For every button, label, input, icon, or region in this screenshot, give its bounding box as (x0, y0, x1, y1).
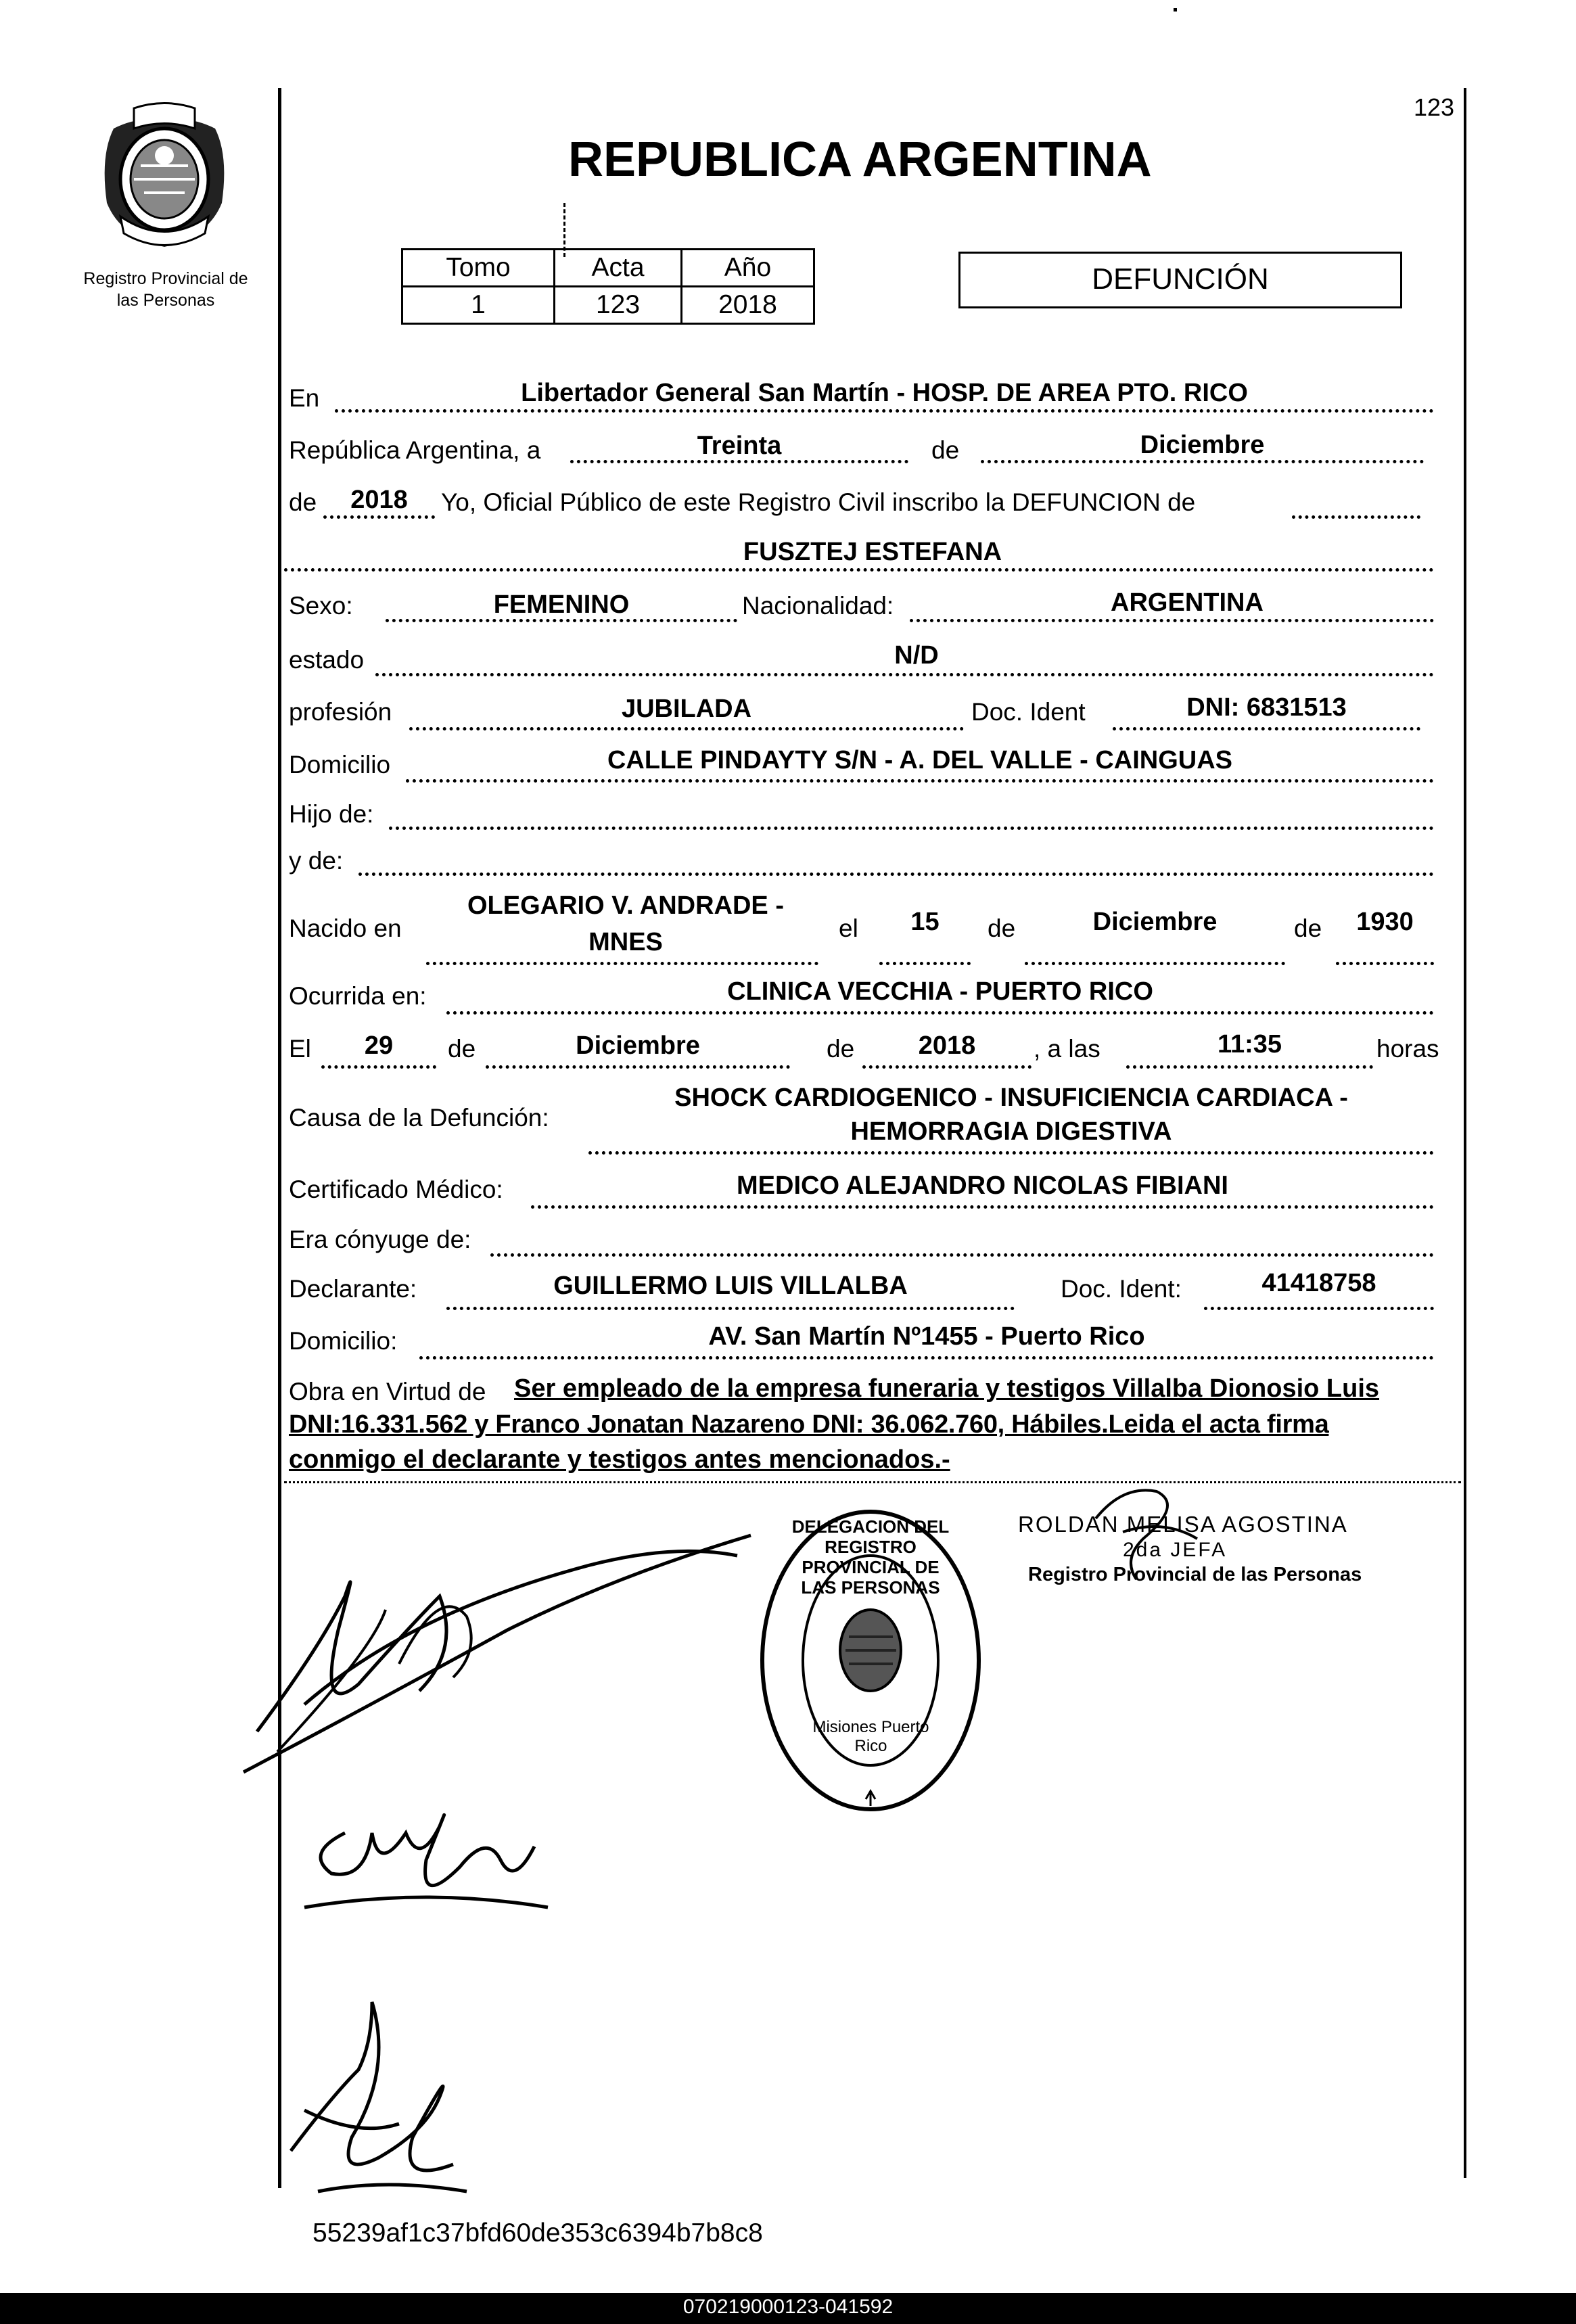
witness-signature-1 (237, 1515, 758, 1786)
dotted-line (284, 1481, 1461, 1483)
label-causa: Causa de la Defunción: (289, 1104, 549, 1132)
dotted-line (1025, 962, 1285, 965)
dotted-line (409, 727, 964, 730)
dotted-line (910, 619, 1434, 622)
label-conyuge: Era cónyuge de: (289, 1226, 471, 1253)
dotted-line (588, 1151, 1434, 1155)
registry-name-line1: Registro Provincial de (83, 269, 248, 288)
label-nacionalidad: Nacionalidad: (742, 592, 894, 620)
label-obra-en-virtud: Obra en Virtud de (289, 1378, 486, 1405)
dotted-line (426, 962, 818, 965)
label-de-def: de (448, 1035, 476, 1063)
label-de-anio: de (289, 488, 317, 516)
document-hash: 55239af1c37bfd60de353c6394b7b8c8 (312, 2218, 763, 2248)
provincial-seal (87, 101, 242, 257)
page-title: REPUBLICA ARGENTINA (568, 133, 1152, 187)
field-mes: Diciembre (1140, 431, 1265, 459)
dotted-line (335, 409, 1434, 413)
official-title: 2da JEFA (1123, 1539, 1228, 1561)
field-domicilio: CALLE PINDAYTY S/N - A. DEL VALLE - CAINGUAS (607, 746, 1233, 774)
label-doc-ident2: Doc. Ident: (1061, 1275, 1182, 1303)
dotted-line (321, 1065, 436, 1069)
field-causa-line1: SHOCK CARDIOGENICO - INSUFICIENCIA CARDIACA - (674, 1084, 1348, 1112)
field-nacimiento-anio: 1930 (1356, 908, 1414, 936)
label-a-las: , a las (1034, 1035, 1100, 1063)
label-republica: República Argentina, a (289, 436, 541, 464)
label-nacido-en: Nacido en (289, 914, 402, 942)
table-value-tomo: 1 (402, 287, 555, 324)
table-value-acta: 123 (555, 287, 682, 324)
label-en: En (289, 384, 320, 412)
label-estado: estado (289, 646, 365, 674)
dotted-line (389, 827, 1434, 830)
right-margin-line (1464, 88, 1466, 2178)
dotted-line (981, 460, 1424, 463)
document-type: DEFUNCIÓN (1092, 262, 1269, 296)
dotted-line (446, 1307, 1015, 1310)
dotted-line (486, 1065, 790, 1069)
dotted-line (1204, 1307, 1434, 1310)
left-margin-line (278, 88, 281, 2188)
field-nacimiento-dia: 15 (910, 908, 940, 936)
registry-name-line2: las Personas (116, 291, 215, 310)
table-header-acta: Acta (555, 250, 682, 287)
field-causa-line2: HEMORRAGIA DIGESTIVA (850, 1117, 1172, 1146)
label-el: el (839, 914, 858, 942)
witness-signature-2 (291, 1772, 561, 1928)
label-y-de: y de: (289, 847, 344, 875)
dotted-line (358, 873, 1434, 876)
field-fallecido: FUSZTEJ ESTEFANA (743, 538, 1002, 566)
dotted-line (419, 1356, 1434, 1359)
official-name: ROLDAN MELISA AGOSTINA (1018, 1512, 1348, 1537)
field-profesion: JUBILADA (621, 695, 752, 723)
label-de-nac2: de (1294, 914, 1322, 942)
registry-stamp (754, 1502, 988, 1819)
label-yo-oficial: Yo, Oficial Público de este Registro Civil inscribo la DEFUNCION de (441, 488, 1196, 516)
official-office: Registro Provincial de las Personas (1028, 1564, 1362, 1585)
dotted-line (323, 515, 435, 519)
label-de-def2: de (827, 1035, 855, 1063)
dotted-line (862, 1065, 1032, 1069)
table-header-tomo: Tomo (402, 250, 555, 287)
label-ocurrida-en: Ocurrida en: (289, 982, 427, 1010)
field-defuncion-anio: 2018 (918, 1031, 976, 1060)
field-obra-line2: DNI:16.331.562 y Franco Jonatan Nazareno DNI: 36.062.760, Hábiles.Leida el acta firma (289, 1410, 1329, 1439)
table-header-anio: Año (682, 250, 814, 287)
dotted-line (1292, 515, 1420, 519)
field-estado: N/D (894, 641, 939, 670)
field-hora: 11:35 (1217, 1030, 1282, 1059)
label-domicilio: Domicilio (289, 751, 391, 778)
dotted-line (879, 962, 971, 965)
page-number: 123 (1414, 93, 1455, 121)
witness-signature-3 (277, 1961, 514, 2212)
label-el-cap: El (289, 1035, 311, 1063)
field-defuncion-dia: 29 (364, 1031, 394, 1060)
field-dia: Treinta (697, 432, 782, 460)
label-doc-ident: Doc. Ident (971, 698, 1086, 726)
official-signature (1082, 1478, 1218, 1593)
table-value-anio: 2018 (682, 287, 814, 324)
label-de: de (931, 436, 960, 464)
label-declarante: Declarante: (289, 1275, 417, 1303)
dotted-line (490, 1253, 1434, 1257)
dotted-line (1113, 727, 1420, 730)
dotted-line (375, 673, 1434, 676)
document-code: 070219000123-041592 (682, 2296, 894, 2318)
field-declarante: GUILLERMO LUIS VILLALBA (553, 1272, 908, 1300)
label-hijo-de: Hijo de: (289, 800, 374, 828)
label-domicilio2: Domicilio: (289, 1327, 398, 1355)
record-table (401, 248, 815, 325)
field-sexo: FEMENINO (493, 590, 630, 619)
field-nacimiento-mes: Diciembre (1092, 908, 1218, 936)
dotted-line (1336, 962, 1434, 965)
dotted-line (531, 1205, 1434, 1209)
field-ocurrida-en: CLINICA VECCHIA - PUERTO RICO (727, 977, 1153, 1006)
field-nacionalidad: ARGENTINA (1111, 588, 1264, 617)
label-de-nac: de (988, 914, 1016, 942)
stamp-inner-text: Misiones Puerto Rico (812, 1718, 929, 1755)
field-lugar: Libertador General San Martín - HOSP. DE AREA PTO. RICO (521, 379, 1248, 407)
label-horas: horas (1376, 1035, 1439, 1063)
label-sexo: Sexo: (289, 592, 353, 620)
dotted-line (1126, 1065, 1373, 1069)
label-certificado: Certificado Médico: (289, 1176, 503, 1203)
field-declarante-doc: 41418758 (1261, 1269, 1376, 1297)
dotted-line (406, 779, 1434, 783)
label-profesion: profesión (289, 698, 392, 726)
field-nacido-en-line2: MNES (588, 928, 663, 956)
field-obra-line3: conmigo el declarante y testigos antes mencionados.- (289, 1445, 950, 1474)
field-certificado: MEDICO ALEJANDRO NICOLAS FIBIANI (737, 1171, 1228, 1200)
dotted-line (446, 1011, 1434, 1015)
field-declarante-domicilio: AV. San Martín Nº1455 - Puerto Rico (708, 1322, 1145, 1351)
field-nacido-en-line1: OLEGARIO V. ANDRADE - (467, 891, 784, 920)
scan-speck (1174, 8, 1177, 11)
field-defuncion-mes: Diciembre (576, 1031, 700, 1060)
stamp-outer-text: DELEGACION DEL REGISTRO PROVINCIAL DE LAS PERSONAS (791, 1516, 950, 1598)
field-obra-line1: Ser empleado de la empresa funeraria y testigos Villalba Dionosio Luis (514, 1374, 1380, 1403)
dotted-line (284, 568, 1434, 572)
field-anio: 2018 (350, 486, 408, 514)
field-doc-ident: DNI: 6831513 (1186, 693, 1347, 722)
